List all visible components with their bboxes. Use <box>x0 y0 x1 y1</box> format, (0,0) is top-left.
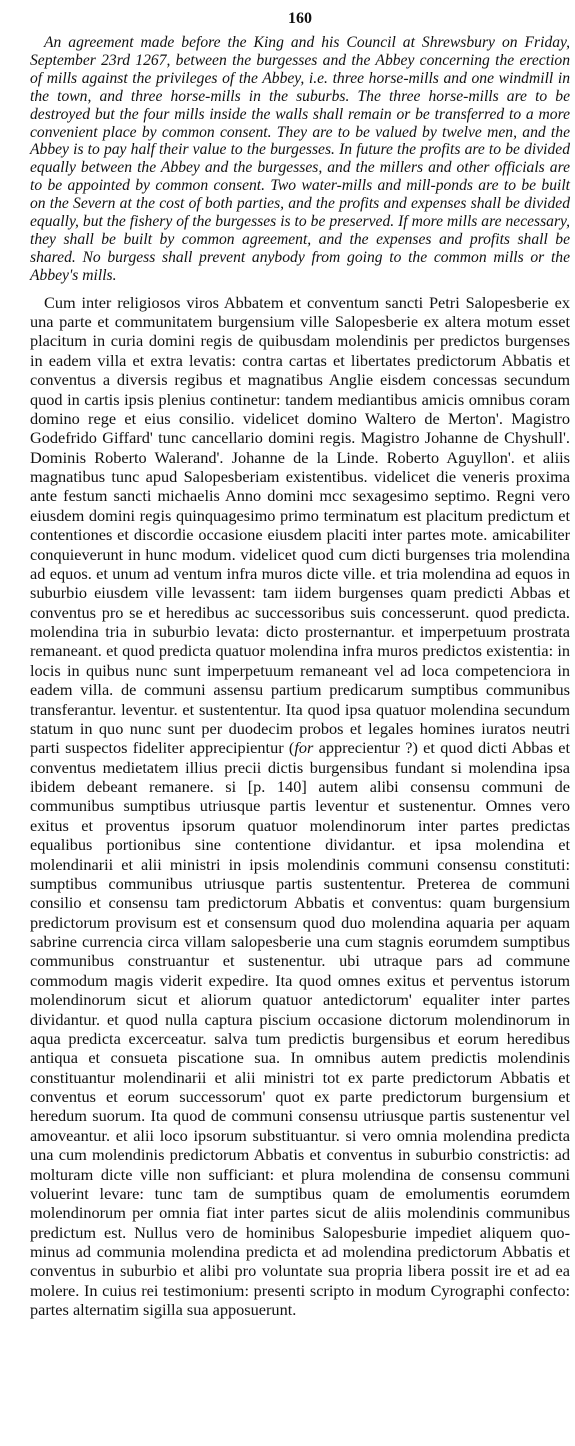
latin-charter-paragraph <box>30 293 570 1320</box>
editorial-note: for <box>294 738 314 758</box>
page-number: 160 <box>288 10 312 27</box>
charter-text-part-2: apprecientur ?) et quod dicti Abbas et conventus medietatem illius precii dictis burgensibus fundant si molendina ipsa ibidem debeant remanere. si [p. 140] autem alibi consensu communi de communibus sumptibus utriusque partis leventur et sustenentur. Omnes vero exitus et proventus ipsorum quatuor molendinorum inter partes predictas equalibus portionibus sine contentione dividantur. et ipsa molendina et molendinarii et alii ministri in ipsis molendinis communi consensu constituti: sumptibus communibus utriusque partis sustententur. Preterea de communi consilio et consensu tam predictorum Abbatis et conventus: quam burgensium predictorum provisum est et consensum quod duo molendina aquaria per aquam sabrine currencia circa villam salopesberie una cum stagnis eorumdem sumptibus communibus construantur et sustenentur. ubi utraque pars ad commune commodum magis viderit expedire. Ita quod omnes exitus et perventus istorum molendinorum sicut et aliorum quatuor antedictorum' equaliter inter partes dividantur. et quod nulla captura piscium occasione dictorum molendinorum in aqua predicta excerceatur. salva tum predictis burgensibus et eorum heredibus antiqua et consueta piscatione sua. In omnibus autem predictis molendinis constituantur molendinarii et alii ministri tot ex parte predictorum Abbatis et conventus et eorum successorum' quot ex parte predictorum burgensium et heredum suorum. Ita quod de communi consensu utriusque partis sustenentur vel amoveantur. et alii loco ipsorum substituantur. si vero omnia molendina predicta una cum molendinis predictorum Abbatis et conventus in suburbio constrictis: ad molturam dicte ville non sufficiant: et plura molendina de consensu communi voluerint levare: tunc tam de sumptibus quam de emolumentis eorumdem molendinorum per omnia fiat inter partes sicut de aliis molendinis communibus predictum est. Nullus vero de hominibus Salopesburie impediet aliquem quo- minus ad communia molendina predicta et ad molendina predictorum Abbatis et conventus in suburbio et alibi pro voluntate sua propria libera possit ire et ad ea molere. In cuius rei testimonium: presenti scripto in modum Cyrographi confecto: partes alternatim sigilla sua apposuerunt. <box>30 738 570 1320</box>
charter-text-part-1: Cum inter religiosos viros Abbatem et conventum sancti Petri Salopesberie ex una parte et communitatem burgensium ville Salopesberie ex altera motum esset placitum in curia domini regis de quibusdam molendinis per predictos burgenses in eadem villa et extra levatis: contra cartas et libertates predictorum Abbatis et conventus a diversis regibus et magnatibus Anglie eisdem concessas secundum quod in cartis ipsis plenius continetur: tandem mediantibus amicis omnibus coram domino rege et eius consilio. videlicet domino Waltero de Merton'. Magistro Godefrido Giffard' tunc cancellario domini regis. Magistro Johanne de Chyshull'. Dominis Roberto Walerand'. Johanne de la Linde. Roberto Aguyllon'. et aliis magnatibus tunc apud Salopesberiam existentibus. videlicet die veneris proxima ante festum sancti michaelis Anno domini mcc sexagesimo septimo. Regni vero eiusdem domini regis quinquagesimo primo terminatum est placitum predictum et contentiones et discordie occasione eiusdem placiti inter partes mote. amicabiliter conquieverunt in hunc modum. videlicet quod cum dicti burgenses tria molendina ad equos. et unum ad ventum infra muros dicte ville. et tria molendina ad equos in suburbio eiusdem ville levassent: tam iidem burgenses quam predicti Abbas et conventus pro se et heredibus ac successoribus suis concesserunt. quod predicta. molendina tria in suburbio levata: dicto prosternantur. et imperpetuum prostrata remaneant. et quod predicta quatuor molendina infra muros predictos existentia: in locis in quibus nunc sunt imperpetuum remaneant vel ad loca competenciora in eadem villa. de communi assensu partium predicarum sumptibus communibus transferantur. leventur. et sustententur. Ita quod ipsa quatuor molendina secundum statum in quo nunc sunt per duodecim probos et legales homines iuratos neutri parti suspectos fideliter apprecipientur ( <box>30 292 570 758</box>
english-summary-paragraph: An agreement made before the King and his Council at Shrewsbury on Friday, September 23rd 1267, between the burgesses and the Abbey concerning the erection of mills against the privileges of the Abbey, i.e. three horse-mills and one windmill in the town, and three horse-mills in the suburbs. The three horse-mills are to be destroyed but the four mills inside the walls shall remain or be transferred to a more convenient place by common consent. They are to be valued by twelve men, and the Abbey is to pay half their value to the burgesses. In future the profits are to be divided equally between the Abbey and the burgesses, and the millers and other officials are to be appointed by common consent. Two water-mills and mill-ponds are to be built on the Severn at the cost of both parties, and the profits and expenses shall be divided equally, but the fishery of the burgesses is to be preserved. If more mills are necessary, they shall be built by common agreement, and the expenses and profits shall be shared. No burgess shall prevent anybody from going to the common mills or the Abbey's mills. <box>30 34 570 284</box>
document-page <box>30 10 570 1320</box>
